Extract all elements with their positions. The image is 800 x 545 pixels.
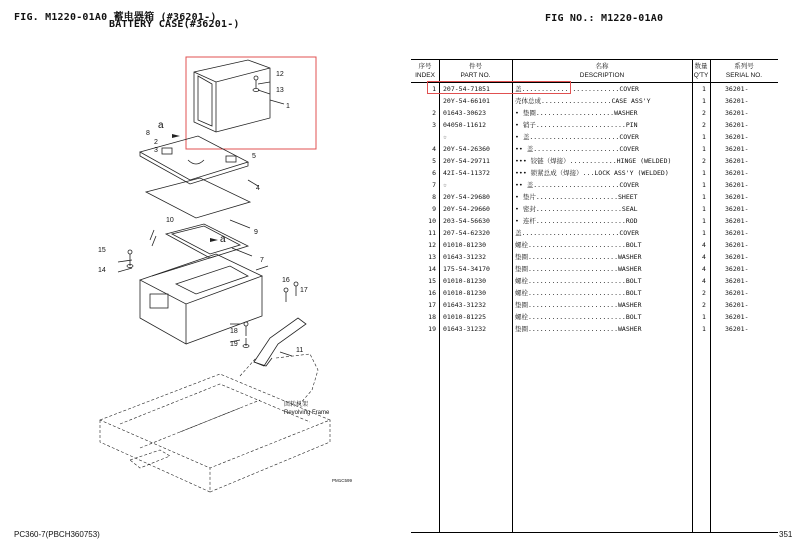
row-index: 12 bbox=[428, 241, 436, 249]
table-row[interactable] bbox=[411, 143, 778, 155]
table-row[interactable] bbox=[411, 311, 778, 323]
row-index: 18 bbox=[428, 313, 436, 321]
part-number: 04050-11612 bbox=[443, 121, 487, 129]
quantity: 2 bbox=[702, 301, 706, 309]
callout-4: 4 bbox=[256, 185, 260, 192]
part-number: 01643-31232 bbox=[443, 253, 487, 261]
serial-number: 36201- bbox=[725, 157, 749, 165]
part-number: 20Y-54-29711 bbox=[443, 157, 490, 165]
part-number: 01643-30623 bbox=[443, 109, 487, 117]
part-number: 203-54-56630 bbox=[443, 217, 490, 225]
quantity: 1 bbox=[702, 325, 706, 333]
image-code: PM1C599 bbox=[332, 478, 353, 483]
table-row[interactable] bbox=[411, 239, 778, 251]
row-index: 6 bbox=[432, 169, 436, 177]
quantity: 1 bbox=[702, 169, 706, 177]
quantity: 1 bbox=[702, 229, 706, 237]
footer-model: PC360-7(PBCH360753) bbox=[14, 530, 100, 539]
description: 盖.........................COVER bbox=[515, 85, 639, 93]
callout-11: 11 bbox=[296, 347, 304, 354]
quantity: 1 bbox=[702, 205, 706, 213]
description: •• 盖......................COVER bbox=[515, 145, 639, 153]
row-index: 3 bbox=[432, 121, 436, 129]
description: ••• 铰链（焊接）............HINGE (WELDED) bbox=[515, 157, 672, 165]
part-number: 01010-81225 bbox=[443, 313, 487, 321]
table-row[interactable] bbox=[411, 119, 778, 131]
frame-label-en: Revolving Frame bbox=[284, 410, 330, 416]
serial-number: 36201- bbox=[725, 217, 749, 225]
description: 垫圈.......................WASHER bbox=[515, 265, 642, 273]
row-index: 11 bbox=[428, 229, 436, 237]
part-number: ☆ bbox=[443, 181, 447, 189]
quantity: 1 bbox=[702, 217, 706, 225]
row-index: 5 bbox=[432, 157, 436, 165]
quantity: 4 bbox=[702, 241, 706, 249]
row-index: 16 bbox=[428, 289, 436, 297]
callout-5: 5 bbox=[252, 153, 256, 160]
header-index: 序号 INDEX bbox=[415, 63, 435, 79]
part-number: 42I-54-11372 bbox=[443, 169, 490, 177]
callout-15: 15 bbox=[98, 247, 106, 254]
callout-17: 17 bbox=[300, 287, 308, 294]
callout-8: 8 bbox=[146, 130, 150, 137]
table-row[interactable] bbox=[411, 95, 778, 107]
quantity: 4 bbox=[702, 277, 706, 285]
part-number: 01010-81230 bbox=[443, 241, 487, 249]
table-header bbox=[411, 60, 778, 83]
part-number: 20Y-54-26360 bbox=[443, 145, 490, 153]
callout-9: 9 bbox=[254, 229, 258, 236]
table-row[interactable] bbox=[411, 167, 778, 179]
figure-title-cn: FIG. M1220-01A0 蓄电器箱 (#36201-) bbox=[14, 12, 217, 23]
table-row[interactable] bbox=[411, 191, 778, 203]
description: • 垫片.....................SHEET bbox=[515, 193, 638, 201]
description: 螺栓.........................BOLT bbox=[515, 313, 642, 321]
serial-number: 36201- bbox=[725, 265, 749, 273]
quantity: 1 bbox=[702, 133, 706, 141]
serial-number: 36201- bbox=[725, 145, 749, 153]
serial-number: 36201- bbox=[725, 205, 749, 213]
quantity: 1 bbox=[702, 97, 706, 105]
part-number: 20Y-54-66101 bbox=[443, 97, 490, 105]
part-number: 207-54-71851 bbox=[443, 85, 490, 93]
description: 螺栓.........................BOLT bbox=[515, 289, 642, 297]
description: 盖.........................COVER bbox=[515, 229, 639, 237]
serial-number: 36201- bbox=[725, 97, 749, 105]
description: 螺栓.........................BOLT bbox=[515, 277, 642, 285]
serial-number: 36201- bbox=[725, 301, 749, 309]
part-number: 20Y-54-29660 bbox=[443, 205, 490, 213]
description: 垫圈.......................WASHER bbox=[515, 325, 642, 333]
table-row[interactable] bbox=[411, 215, 778, 227]
serial-number: 36201- bbox=[725, 241, 749, 249]
quantity: 1 bbox=[702, 181, 706, 189]
serial-number: 36201- bbox=[725, 325, 749, 333]
table-row[interactable] bbox=[411, 323, 778, 335]
description: 垫圈.......................WASHER bbox=[515, 253, 642, 261]
quantity: 2 bbox=[702, 121, 706, 129]
table-row[interactable] bbox=[411, 287, 778, 299]
quantity: 4 bbox=[702, 253, 706, 261]
battery-case-drawing bbox=[80, 40, 380, 500]
callout-18: 18 bbox=[230, 328, 238, 335]
callout-19: 19 bbox=[230, 341, 238, 348]
description: •• 盖......................COVER bbox=[515, 181, 639, 189]
description: • 垫圈....................WASHER bbox=[515, 109, 638, 117]
quantity: 4 bbox=[702, 265, 706, 273]
row-index: 14 bbox=[428, 265, 436, 273]
serial-number: 36201- bbox=[725, 109, 749, 117]
quantity: 2 bbox=[702, 289, 706, 297]
quantity: 2 bbox=[702, 157, 706, 165]
serial-number: 36201- bbox=[725, 229, 749, 237]
serial-number: 36201- bbox=[725, 121, 749, 129]
description: • 连杆.......................ROD bbox=[515, 217, 638, 225]
description: • 销子.......................PIN bbox=[515, 121, 638, 129]
part-highlight-box bbox=[186, 57, 316, 149]
row-index: 4 bbox=[432, 145, 436, 153]
table-row[interactable] bbox=[411, 179, 778, 191]
table-row[interactable] bbox=[411, 251, 778, 263]
row-index: 13 bbox=[428, 253, 436, 261]
table-row[interactable] bbox=[411, 155, 778, 167]
callout-12: 12 bbox=[276, 71, 284, 78]
selected-row-highlight bbox=[427, 81, 571, 94]
serial-number: 36201- bbox=[725, 313, 749, 321]
row-index: 9 bbox=[432, 205, 436, 213]
frame-label-cn: 回转机架 bbox=[284, 402, 309, 408]
part-number: 01643-31232 bbox=[443, 301, 487, 309]
table-row[interactable] bbox=[411, 131, 778, 143]
page-number: 351 bbox=[779, 530, 793, 539]
serial-number: 36201- bbox=[725, 133, 749, 141]
serial-number: 36201- bbox=[725, 85, 749, 93]
serial-number: 36201- bbox=[725, 169, 749, 177]
table-row[interactable] bbox=[411, 227, 778, 239]
row-index: 2 bbox=[432, 109, 436, 117]
description: 垫圈.......................WASHER bbox=[515, 301, 642, 309]
parts-table bbox=[411, 59, 778, 533]
row-index: 15 bbox=[428, 277, 436, 285]
callout-14: 14 bbox=[98, 267, 106, 274]
callout-2: 2 bbox=[154, 139, 158, 146]
callout-1: 1 bbox=[286, 103, 290, 110]
part-number: 175-54-34170 bbox=[443, 265, 490, 273]
table-row[interactable] bbox=[411, 299, 778, 311]
description: • 盖.......................COVER bbox=[515, 133, 639, 141]
figure-title-en: BATTERY CASE(#36201-) bbox=[109, 19, 240, 30]
serial-number: 36201- bbox=[725, 253, 749, 261]
callout-7: 7 bbox=[260, 257, 264, 264]
table-row[interactable] bbox=[411, 275, 778, 287]
quantity: 1 bbox=[702, 85, 706, 93]
quantity: 1 bbox=[702, 313, 706, 321]
row-index: 1 bbox=[432, 85, 436, 93]
row-index: 7 bbox=[432, 181, 436, 189]
description: 壳体总成..................CASE ASS'Y bbox=[515, 97, 651, 105]
part-number: 20Y-54-29680 bbox=[443, 193, 490, 201]
serial-number: 36201- bbox=[725, 277, 749, 285]
callout-a-mid: a bbox=[220, 234, 226, 245]
callout-16: 16 bbox=[282, 277, 290, 284]
quantity: 2 bbox=[702, 109, 706, 117]
table-row[interactable] bbox=[411, 203, 778, 215]
part-number: 01643-31232 bbox=[443, 325, 487, 333]
fig-number: FIG NO.: M1220-01A0 bbox=[545, 13, 664, 24]
part-number: 01010-81230 bbox=[443, 277, 487, 285]
serial-number: 36201- bbox=[725, 289, 749, 297]
table-row[interactable] bbox=[411, 263, 778, 275]
serial-number: 36201- bbox=[725, 193, 749, 201]
serial-number: 36201- bbox=[725, 181, 749, 189]
row-index: 10 bbox=[428, 217, 436, 225]
part-number: 01010-81230 bbox=[443, 289, 487, 297]
part-number: 207-54-62320 bbox=[443, 229, 490, 237]
callout-10: 10 bbox=[166, 217, 174, 224]
row-index: 17 bbox=[428, 301, 436, 309]
quantity: 1 bbox=[702, 193, 706, 201]
row-index: 8 bbox=[432, 193, 436, 201]
description: 螺栓.........................BOLT bbox=[515, 241, 642, 249]
exploded-diagram bbox=[80, 40, 380, 500]
header-qty: 数量 Q'TY bbox=[693, 63, 709, 79]
part-number: ☆ bbox=[443, 133, 447, 141]
header-description: 名称 DESCRIPTION bbox=[579, 63, 625, 79]
description: • 密封......................SEAL bbox=[515, 205, 638, 213]
callout-3: 3 bbox=[154, 147, 158, 154]
row-index: 19 bbox=[428, 325, 436, 333]
callout-13: 13 bbox=[276, 87, 284, 94]
header-serial: 系列号 SERIAL NO. bbox=[725, 63, 763, 79]
description: ••• 锁紧总成（焊接）...LOCK ASS'Y (WELDED) bbox=[515, 169, 669, 177]
header-part-no: 件号 PART NO. bbox=[460, 63, 491, 79]
callout-a-top: a bbox=[158, 120, 164, 131]
quantity: 1 bbox=[702, 145, 706, 153]
table-row[interactable] bbox=[411, 107, 778, 119]
